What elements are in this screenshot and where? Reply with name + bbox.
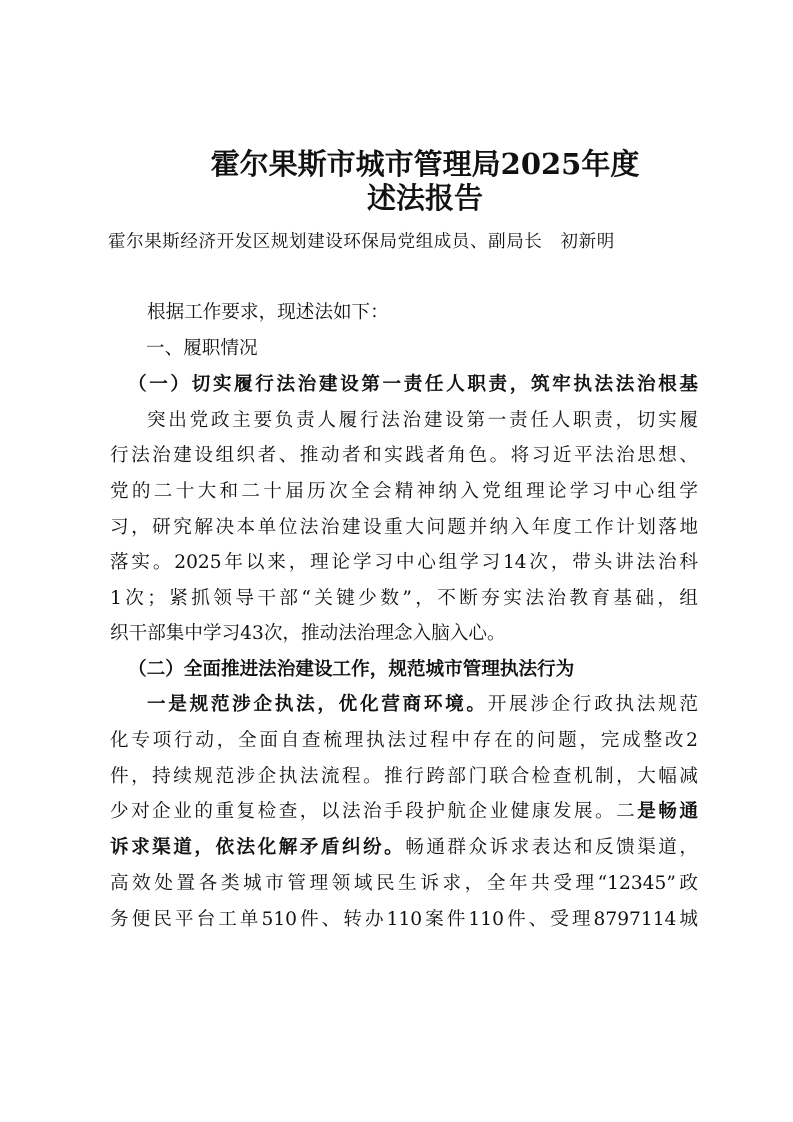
section-heading-1: 一、履职情况 xyxy=(146,338,258,359)
paragraph-1-line: 织干部集中学习43次，推动法治理念入脑入心。 xyxy=(110,623,506,644)
key-point-2: 诉求渠道，依法化解矛盾纠纷。 xyxy=(110,837,406,858)
paragraph-1-line: 习，研究解决本单位法治建设重大问题并纳入年度工作计划落地 xyxy=(110,517,698,538)
paragraph-1-line: 突出党政主要负责人履行法治建设第一责任人职责，切实履 xyxy=(147,410,698,431)
subsection-heading-2: （二）全面推进法治建设工作，规范城市管理执法行为 xyxy=(128,659,575,680)
paragraph-2-line: 高效处置各类城市管理领域民生诉求，全年共受理“12345”政 xyxy=(110,873,698,894)
author-line: 霍尔果斯经济开发区规划建设环保局党组成员、副局长 初新明 xyxy=(108,232,615,252)
paragraph-1-line: 党的二十大和二十届历次全会精神纳入党组理论学习中心组学 xyxy=(110,481,698,502)
paragraph-2-line xyxy=(110,833,698,863)
paragraph-1-line: 行法治建设组织者、推动者和实践者角色。将习近平法治思想、 xyxy=(110,445,698,466)
paragraph-2-text: 开展涉企行政执法规范 xyxy=(487,694,698,715)
paragraph-2-text: 畅通群众诉求表达和反馈渠道， xyxy=(405,837,698,858)
document-title-line1: 霍尔果斯市城市管理局2025年度 xyxy=(210,147,640,181)
paragraph-2-line: 务便民平台工单510件、转办110案件110件、受理8797114城 xyxy=(110,909,698,930)
paragraph-2-line xyxy=(147,690,698,720)
paragraph-2-text: 少对企业的重复检查，以法治手段护航企业健康发展。二 xyxy=(110,801,638,822)
key-point-1: 一是规范涉企执法，优化营商环境。 xyxy=(147,694,488,715)
subsection-heading-1: （一）切实履行法治建设第一责任人职责，筑牢执法法治根基 xyxy=(128,374,698,395)
paragraph-1-line: 落实。2025年以来，理论学习中心组学习14次，带头讲法治科 xyxy=(110,552,698,573)
paragraph-2-line: 化专项行动，全面自查梳理执法过程中存在的问题，完成整改2 xyxy=(110,730,698,751)
paragraph-2-line: 件，持续规范涉企执法流程。推行跨部门联合检查机制，大幅减 xyxy=(110,766,698,787)
key-point-2-start: 是畅通 xyxy=(637,801,698,822)
document-title-line2: 述法报告 xyxy=(366,181,483,215)
paragraph-1-line: 1次；紧抓领导干部“关键少数”，不断夯实法治教育基础，组 xyxy=(110,588,698,609)
paragraph-2-line xyxy=(110,797,698,827)
intro-paragraph: 根据工作要求，现述法如下： xyxy=(147,302,389,323)
